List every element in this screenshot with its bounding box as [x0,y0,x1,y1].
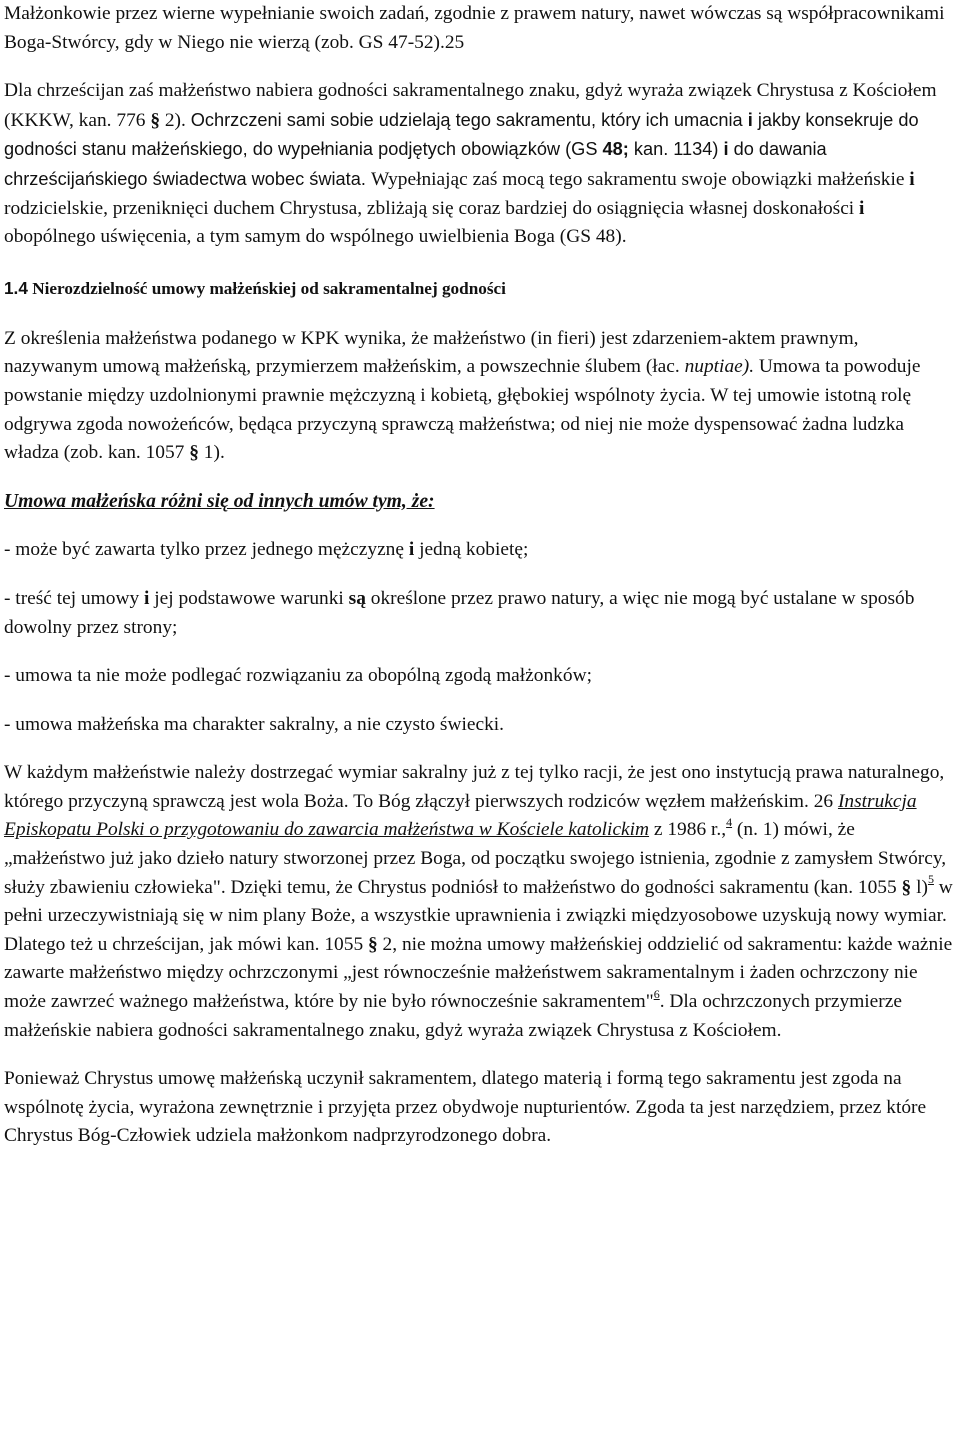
spacer [4,516,956,536]
instruction-title: Instrukcja Episkopatu Polski o przygotowaniu do zawarcia małżeństwa w Kościele katolickim [4,790,917,841]
list-item [4,711,956,740]
bold-i: i [144,587,150,609]
subtitle [4,488,956,517]
section-sign: § [901,876,912,898]
spacer [4,1045,956,1065]
bold-48: 48; [602,139,629,160]
bold-i: i [747,109,753,130]
section-number: 1.4 [4,277,28,298]
spacer [4,642,956,662]
list-item [4,585,956,642]
spacer [4,57,956,77]
paragraph-2-sans-b: jakby konsekruje do godności stanu małżeńskiego, do wypełniania podjętych obowiązków (GS [4,109,919,160]
paragraph-3-text-a: Z określenia małżeństwa podanego w KPK wynika, że małżeństwo (in fieri) jest zdarzeniem-aktem prawnym, nazywanym umową małżeńską, przymierzem małżeńskim, a powszechnie ślubem (łac. [4,327,859,378]
list-item-1-a: - może być zawarta tylko przez jednego mężczyznę [4,539,409,561]
list-item [4,662,956,691]
section-sign: § [150,109,161,131]
footnote-5[interactable] [928,872,934,886]
spacer [4,565,956,585]
paragraph-4-text-a: W każdym małżeństwie należy dostrzegać wymiar sakralny już z tej tylko racji, że jest ono instytucją prawa naturalnego, którego przyczyną sprawczą jest wola Boża. To Bóg złączył pierwszych rodziców węzłem małżeńskim. 26 [4,762,945,812]
paragraph-1 [4,0,956,57]
paragraph-4-text-b: z 1986 r., [649,819,727,841]
section-heading [4,274,956,303]
bold-sa: są [348,587,366,609]
bold-i: i [408,539,415,561]
list-item-3: - umowa ta nie może podlegać rozwiązaniu za obopólną zgodą małżonków; [4,665,592,687]
paragraph-2-sans-c: kan. 1134) [628,139,724,160]
paragraph-4-text-c: (n. 1) mówi, że „małżeństwo już jako dzieło natury stworzonej przez Boga, od początku swojego istnienia, zgodnie z zamysłem Stwórcy, służy zbawieniu człowieka". Dzięki temu, że Chrystus podniósł to małżeństwo do godności sakramentu (kan. 1055 [4,819,947,898]
paragraph-2 [4,77,956,252]
paragraph-2-text-d: rodzicielskie, przeniknięci duchem Chrystusa, zbliżają się coraz bardziej do osiągnięcia własnej doskonałości [4,197,860,219]
spacer [4,691,956,711]
spacer [4,252,956,274]
paragraph-4-text-e: w pełni urzeczywistniają się w nim plany Boże, a wszystkie uprawnienia i związki międzyosobowe uzyskują nowy wymiar. Dlatego też u chrześcijan, jak mówi kan. 1055 [4,876,953,955]
footnote-4-link[interactable]: 4 [726,815,733,829]
paragraph-5-text: Ponieważ Chrystus umowę małżeńską uczynił sakramentem, dlatego materią i formą tego sakramentu jest zgoda na wspólnotę życia, wyrażona zewnętrznie i przyjęta przez obydwoje nupturientów. Zgoda ta jest narzędziem, przez które Chrystus Bóg-Człowiek udziela małżonkom nadprzyrodzonego dobra. [4,1068,927,1147]
footnote-6-link[interactable]: 6 [653,986,660,1001]
footnote-5-link[interactable]: 5 [927,872,934,887]
section-sign: § [368,933,378,955]
list-item-2-e: określone przez prawo natury, a więc nie mogą być ustalane w sposób dowolny przez strony; [4,587,915,638]
paragraph-2-sans-a: Ochrzczeni sami sobie udzielają tego sakramentu, który ich umacnia [190,109,748,130]
list-item-1-c: jedną kobietę; [414,539,529,561]
section-sign: § [189,442,199,464]
paragraph-1-text: Małżonkowie przez wierne wypełnianie swoich zadań, zgodnie z prawem natury, nawet wówczas są współpracownikami Boga-Stwórcy, gdy w Niego nie wierzą (zob. GS 47-52).25 [4,3,945,53]
footnote-4[interactable] [726,815,732,829]
paragraph-2-text-b: 2). [160,109,191,131]
paragraph-4-text-f: 2, nie można umowy małżeńskiej oddzielić od sakramentu: każde ważnie zawarte małżeństwo między ochrzczonymi „jest równocześnie małżeństwem sakramentalnym i żaden ochrzczony nie może zawrzeć ważnego małżeństwa, które by nie było równocześnie sakramentem" [4,933,953,1013]
bold-i: i [859,197,865,219]
paragraph-2-text-a: Dla chrześcijan zaś małżeństwo nabiera godności sakramentalnego znaku, gdyż wyraża związek Chrystusa z Kościołem (KKKW, kan. 776 [4,80,937,131]
spacer [4,739,956,759]
paragraph-2-sans-d: do dawania chrześcijańskiego świadectwa wobec świata. [4,139,827,189]
paragraph-2-text-c: Wypełniając zaś mocą tego sakramentu swoje obowiązki małżeńskie [370,168,910,190]
bold-i: i [909,168,915,190]
subtitle-text: Umowa małżeńska różni się od innych umów tym, że: [4,490,435,512]
spacer [4,468,956,488]
paragraph-5 [4,1065,956,1151]
list-item-4: - umowa małżeńska ma charakter sakralny, a nie czysto świecki. [4,713,504,735]
list-item-2-c: jej podstawowe warunki [149,587,349,609]
footnote-6[interactable] [654,987,660,1001]
paragraph-4-text-g: . Dla ochrzczonych przymierze małżeńskie nabiera godności sakramentalnego znaku, gdyż wyraża związek Chrystusa z Kościołem. [4,991,902,1041]
list-item [4,536,956,565]
section-title: Nierozdzielność umowy małżeńskiej od sakramentalnej godności [27,278,506,298]
spacer [4,303,956,325]
list-item-2-a: - treść tej umowy [4,587,145,609]
paragraph-4-text-d: l) [911,876,928,898]
paragraph-3-text-c: 1). [198,442,225,464]
paragraph-3 [4,325,956,468]
paragraph-2-text-e: obopólnego uświęcenia, a tym samym do wspólnego uwielbienia Boga (GS 48). [4,226,627,248]
paragraph-3-text-b: Umowa ta powoduje powstanie między uzdolnionymi prawnie mężczyzną i kobietą, głębokiej wspólnoty życia. W tej umowie istotną rolę odgrywa zgoda nowożeńców, będąca przyczyną sprawczą małżeństwa; od niej nie może dyspensować żadna ludzka władza (zob. kan. 1057 [4,356,921,464]
paragraph-3-italic: nuptiae). [684,356,755,378]
paragraph-4 [4,759,956,1045]
bold-i: i [723,139,729,160]
